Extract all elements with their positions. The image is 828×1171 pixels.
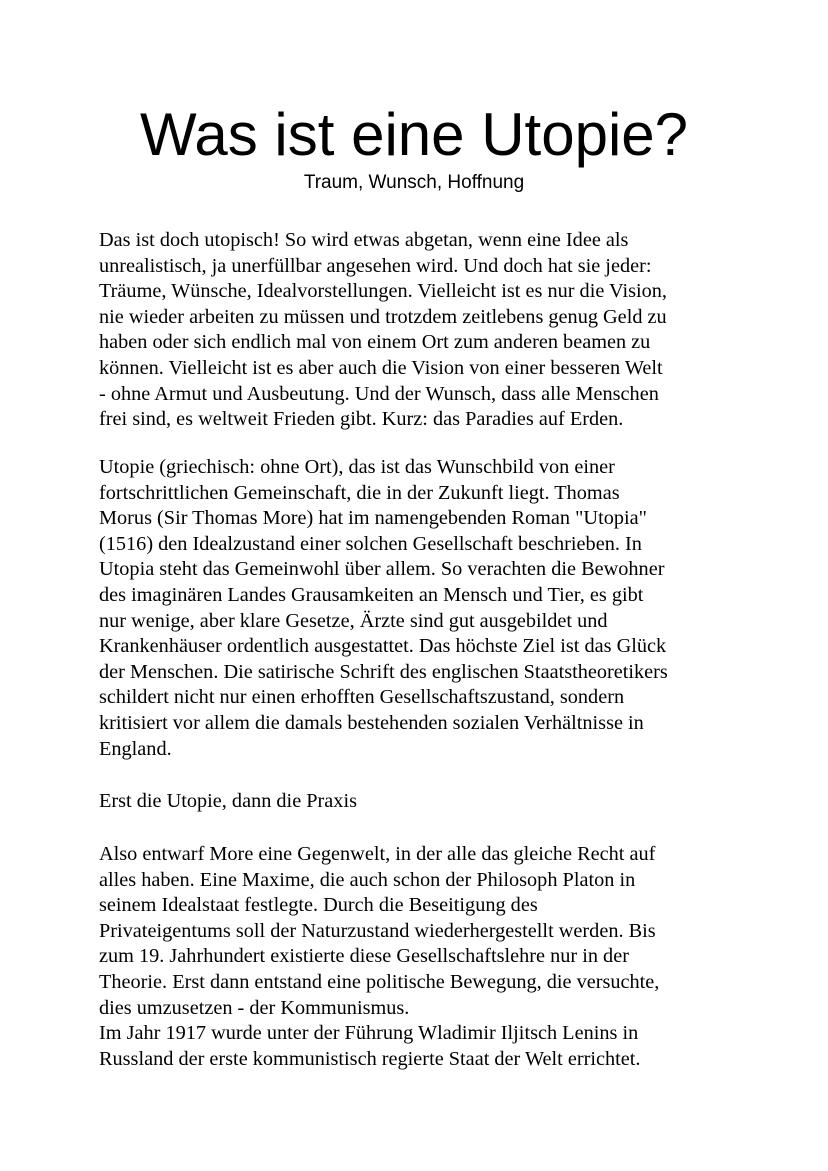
section-heading-text: Erst die Utopie, dann die Praxis bbox=[99, 790, 357, 812]
text-line: Utopia steht das Gemeinwohl über allem. So verachten die Bewohner bbox=[99, 558, 665, 581]
text-line: Im Jahr 1917 wurde unter der Führung Wladimir Iljitsch Lenins in bbox=[99, 1022, 639, 1045]
text-line: nur wenige, aber klare Gesetze, Ärzte sind gut ausgebildet und bbox=[99, 609, 608, 632]
text-line: Privateigentums soll der Naturzustand wiederhergestellt werden. Bis bbox=[99, 919, 656, 942]
text-line: (1516) den Idealzustand einer solchen Gesellschaft beschrieben. In bbox=[99, 532, 642, 555]
paragraph-utopia-definition bbox=[99, 455, 739, 762]
text-line: Russland der erste kommunistisch regierte Staat der Welt errichtet. bbox=[99, 1047, 641, 1070]
text-line: Krankenhäuser ordentlich ausgestattet. Das höchste Ziel ist das Glück bbox=[99, 635, 667, 658]
text-line: England. bbox=[99, 737, 172, 760]
text-line: des imaginären Landes Grausamkeiten an Mensch und Tier, es gibt bbox=[99, 583, 644, 606]
page-title: Was ist eine Utopie? bbox=[139, 101, 689, 168]
text-line: Utopie (griechisch: ohne Ort), das ist das Wunschbild von einer bbox=[99, 456, 615, 478]
section-heading bbox=[99, 789, 739, 815]
text-line: seinem Idealstaat festlegte. Durch die Beseitigung des bbox=[99, 894, 538, 917]
text-line: frei sind, es weltweit Frieden gibt. Kurz: das Paradies auf Erden. bbox=[99, 408, 624, 431]
text-line: fortschrittlichen Gemeinschaft, die in der Zukunft liegt. Thomas bbox=[99, 481, 620, 504]
paragraph-practice bbox=[99, 842, 739, 1072]
text-line: haben oder sich endlich mal von einem Ort zum anderen beamen zu bbox=[99, 331, 651, 354]
text-line: der Menschen. Die satirische Schrift des englischen Staatstheoretikers bbox=[99, 660, 668, 683]
text-line: dies umzusetzen - der Kommunismus. bbox=[99, 996, 410, 1019]
text-line: Träume, Wünsche, Idealvorstellungen. Vielleicht ist es nur die Vision, bbox=[99, 280, 667, 303]
text-line: zum 19. Jahrhundert existierte diese Gesellschaftslehre nur in der bbox=[99, 945, 629, 968]
text-line: unrealistisch, ja unerfüllbar angesehen wird. Und doch hat sie jeder: bbox=[99, 254, 652, 277]
text-line: Theorie. Erst dann entstand eine politische Bewegung, die versuchte, bbox=[99, 970, 660, 993]
text-line: kritisiert vor allem die damals bestehenden sozialen Verhältnisse in bbox=[99, 711, 644, 734]
page-subtitle: Traum, Wunsch, Hoffnung bbox=[303, 172, 525, 193]
text-line: können. Vielleicht ist es aber auch die Vision von einer besseren Welt bbox=[99, 356, 663, 379]
text-line: nie wieder arbeiten zu müssen und trotzdem zeitlebens genug Geld zu bbox=[99, 305, 667, 328]
text-line: alles haben. Eine Maxime, die auch schon der Philosoph Platon in bbox=[99, 868, 636, 891]
text-line: Das ist doch utopisch! So wird etwas abgetan, wenn eine Idee als bbox=[99, 229, 629, 251]
paragraph-intro bbox=[99, 228, 739, 433]
text-line: - ohne Armut und Ausbeutung. Und der Wunsch, dass alle Menschen bbox=[99, 382, 659, 405]
text-line: Morus (Sir Thomas More) hat im namengebenden Roman "Utopia" bbox=[99, 507, 647, 530]
text-line: schildert nicht nur einen erhofften Gesellschaftszustand, sondern bbox=[99, 686, 625, 709]
text-line: Also entwarf More eine Gegenwelt, in der alle das gleiche Recht auf bbox=[99, 843, 656, 865]
